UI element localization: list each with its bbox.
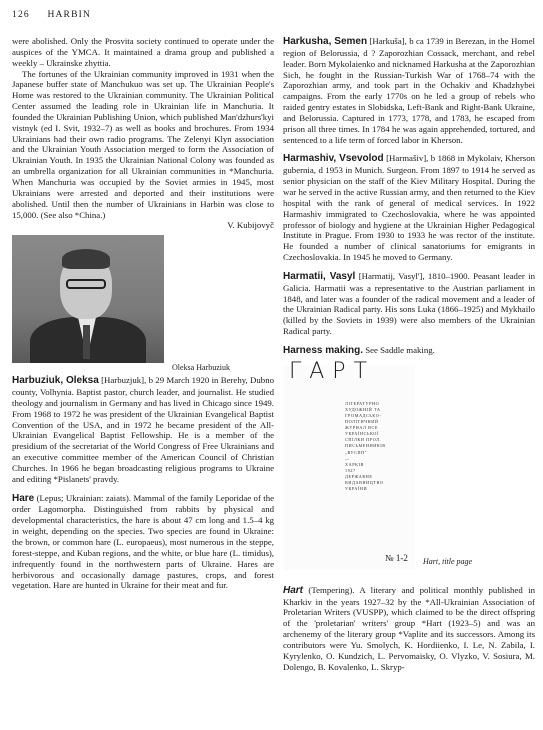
entry-hart [283,585,535,673]
book-text-line: ХАРКІВ [345,461,364,467]
book-text-line: ПИСЬМЕННИКІВ [345,443,386,449]
entry-harmatii-text: [Harmatij, Vasyl'], 1810–1900. Peasant leader in Galicia. Harmatii was a representative to the Austrian parliament in 1848, and later was a founder of the radical movement and a leader of the Ukrainian Radical party. His sons Luka (1866–1925) and Mykhailo (killed by the Soviets in 1939) were also members of the Ukrainian Radical party. [283,270,535,337]
entry-harness-text: See Saddle making. [363,344,435,355]
book-text-line: УКРАЇНИ [345,486,368,492]
book-text-line: ХУДОЖНІЙ ТА [345,406,381,412]
book-text-line: ЛІТЕРАТУРНО [345,400,380,406]
headword-harkusha: Harkusha, Semen [283,36,368,47]
left-column [12,36,274,591]
portrait-figure [12,235,274,375]
entry-harness-making [283,345,535,357]
entry-harmashiv-text: [Harmašiv], b 1868 in Mykolaiv, Kherson gubernia, d 1953 in Munich. Surgeon. From 1897 to 1914 he served as senior physician on the staff of the Kiev Military Hospital. During the war he served in the active Russian army, and then returned to the Kiev hospital with the rank of general of medical services. In 1922 Harmashiv immigrated to Czechoslovakia, where he was appointed professor of biology and hygiene at the Ukrainian Higher Pedagogical Institute in Prague. From 1930 to 1933 he was rector of the institute. He founded a number of clinical sanatoriums for emigrants in Czechoslovakia. In 1945 he moved to Germany. [283,153,535,263]
headword-hart: Hart [283,584,304,596]
entry-harmashiv [283,153,535,262]
entry-harbuziuk [12,375,274,484]
headword-harness-making: Harness making. [283,344,364,356]
book-text-line: УКРАЇНСЬКОЇ [345,431,379,437]
page-number: 126 [12,10,30,20]
entry-hare-text: (Lepus; Ukrainian: zaiats). Mammal of the family Leporidae of the order Lagomorpha. Distinguished from rabbits by physical and developmental characteristics, the hare is about 47 cm long and 1.5–4 kg in weight, depending on the species. Two species are found in Ukraine: the brown, or common hare (L. europaeus), most numerous in the steppe, forest-steppe, and Kuban regions, and the white, or blue hare (L. timidus), infrequently found in the northwestern parts of Ukraine. Hares are herbivorous and occasionally damage pastures, crops, and forest vegetation. Hare are hunted in Ukraine for their meat and fur. [12,492,274,591]
book-text-line: ГРОМАДСЬКО- [345,412,382,418]
book-text-line: ВИДАВНИЦТВО [345,480,384,485]
entry-harkusha-text: [Harkuša], b ca 1739 in Berezan, in the Homel region of Belorussia, d ? Zaporozhian Cossack, merchant, and rebel leader. Born Mykolaienko and nicknamed Harkusha at the Zaporozhian Sich, he fought in the Russian-Turkish War of 1768–74 with the Zaporozhian army, and took part in the Ochakiv and Khadzhybei campaigns. From the early 1770s on he led a group of rebels who raided gentry estates in Slobidska, Left-Bank and Right-Bank Ukraine, and Belorussia. Captured in 1773, 1778, and 1783, he escaped from prison all three times. In 1784 he was again apprehended, tortured, and sentenced to a life term of forced labor in Kherson. [283,36,535,145]
paragraph-fortunes: The fortunes of the Ukrainian community improved in 1931 when the Japanese buffer state of Manchukuo was set up. The Ukrainian People's Home was restored to the Ukrainian community. The Ukrainian Political Center assumed the leading role in Ukrainian life in Manchuria. It founded the Ukrainian Publishing Union, which published Man'dzhurs'kyi vistnyk (ed I. Svit, 1932–7) as well as books and brochures. From 1934 Ukrainians had their own radio programs. The Zelenyi Klyn association and the Ukrainian Youth Association merged to form the Association of Ukrainian Youth. In 1935 the Ukrainian National Colony was founded as an umbrella organization for all Ukrainian communities in *Manchuria. When Manchuria was occupied by the Soviet armies in 1945, most Ukrainians were arrested and deported and their institutions were abolished. Until then the number of Ukrainians in Harbin was close to 15,000. (See also *China.) [12,68,274,220]
book-caption: Hart, title page [423,556,473,566]
paragraph-continuation: were abolished. Only the Prosvita society continued to operate under the auspices of the YMCA. It maintained a drama group and published a weekly – Ukrainske zhyttia. [12,36,274,68]
right-column [283,36,535,673]
book-text-line: 1927 [345,467,356,473]
portrait-caption: Oleksa Harbuziuk [172,363,230,373]
entry-hare [12,493,274,592]
entry-harkusha [283,36,535,145]
book-title: ГАРТ [289,358,376,384]
headword-harmatii: Harmatii, Vasyl [283,270,356,282]
headword-harbuziuk: Harbuziuk, Oleksa [12,375,99,387]
issue-number: № 1-2 [385,552,408,563]
book-text-line: „ВУСПП" [345,449,368,455]
book-text-lines [345,401,397,492]
book-text-line: — [345,455,350,461]
entry-hart-text: (Tempering). A literary and political monthly published in Kharkiv in the years 1927–32 by the *All-Ukrainian Association of Proletarian Writers (VUSPP), which claimed to be the direct offspring of the 'proletarian' writers' group *Hart (1923–5) and was an archenemy of the literary group *Vaplite and its successors. Among its contributors were Yu. Smolych, K. Hordiienko, I. Le, N. Zabila, I. Kyrylenko, O. Kundzich, L. Pervomaisky, O. Vlyzko, V. Sosiura, M. Dolengo, B. Kovalenko, L. Skryp- [283,584,535,672]
portrait-photo [12,235,164,363]
headword-harmashiv: Harmashiv, Vsevolod [283,153,384,165]
book-text-line: СПІЛКИ ПРОЛ. [345,437,382,443]
book-title-page [283,358,415,570]
book-figure [283,358,535,585]
entry-harmatii [283,271,535,337]
book-text-line: ПОЛІТИЧНИЙ [345,419,379,425]
headword-hare: Hare [12,492,35,504]
book-text-line: ЖУРНАЛ ВСЕ [345,425,379,431]
running-header [12,10,91,20]
running-title: HARBIN [47,10,92,20]
author-signature: V. Kubijovyč [227,220,274,231]
entry-harbuziuk-text: [Harbuzjuk], b 29 March 1920 in Berehy, Dubno county, Volhynia. Baptist pastor, church leader, and journalist. He studied theology and journalism in Germany and has lived in Chicago since 1949. From 1968 to 1972 he was president of the Ukrainian Evangelical Baptist Convention of the USA, and in 1972 he became president of the All-Ukrainian Evangelical Baptist Fellowship. He is a member of the presidium of the secretariat of the World Congress of Free Ukrainians and an executive committee member of the American Council of Christian Churches. In 1966 he began broadcasting religious programs to Ukraine and editing *Pislanets' pravdy. [12,375,274,484]
book-text-line: ДЕРЖАВНЕ [345,473,373,479]
